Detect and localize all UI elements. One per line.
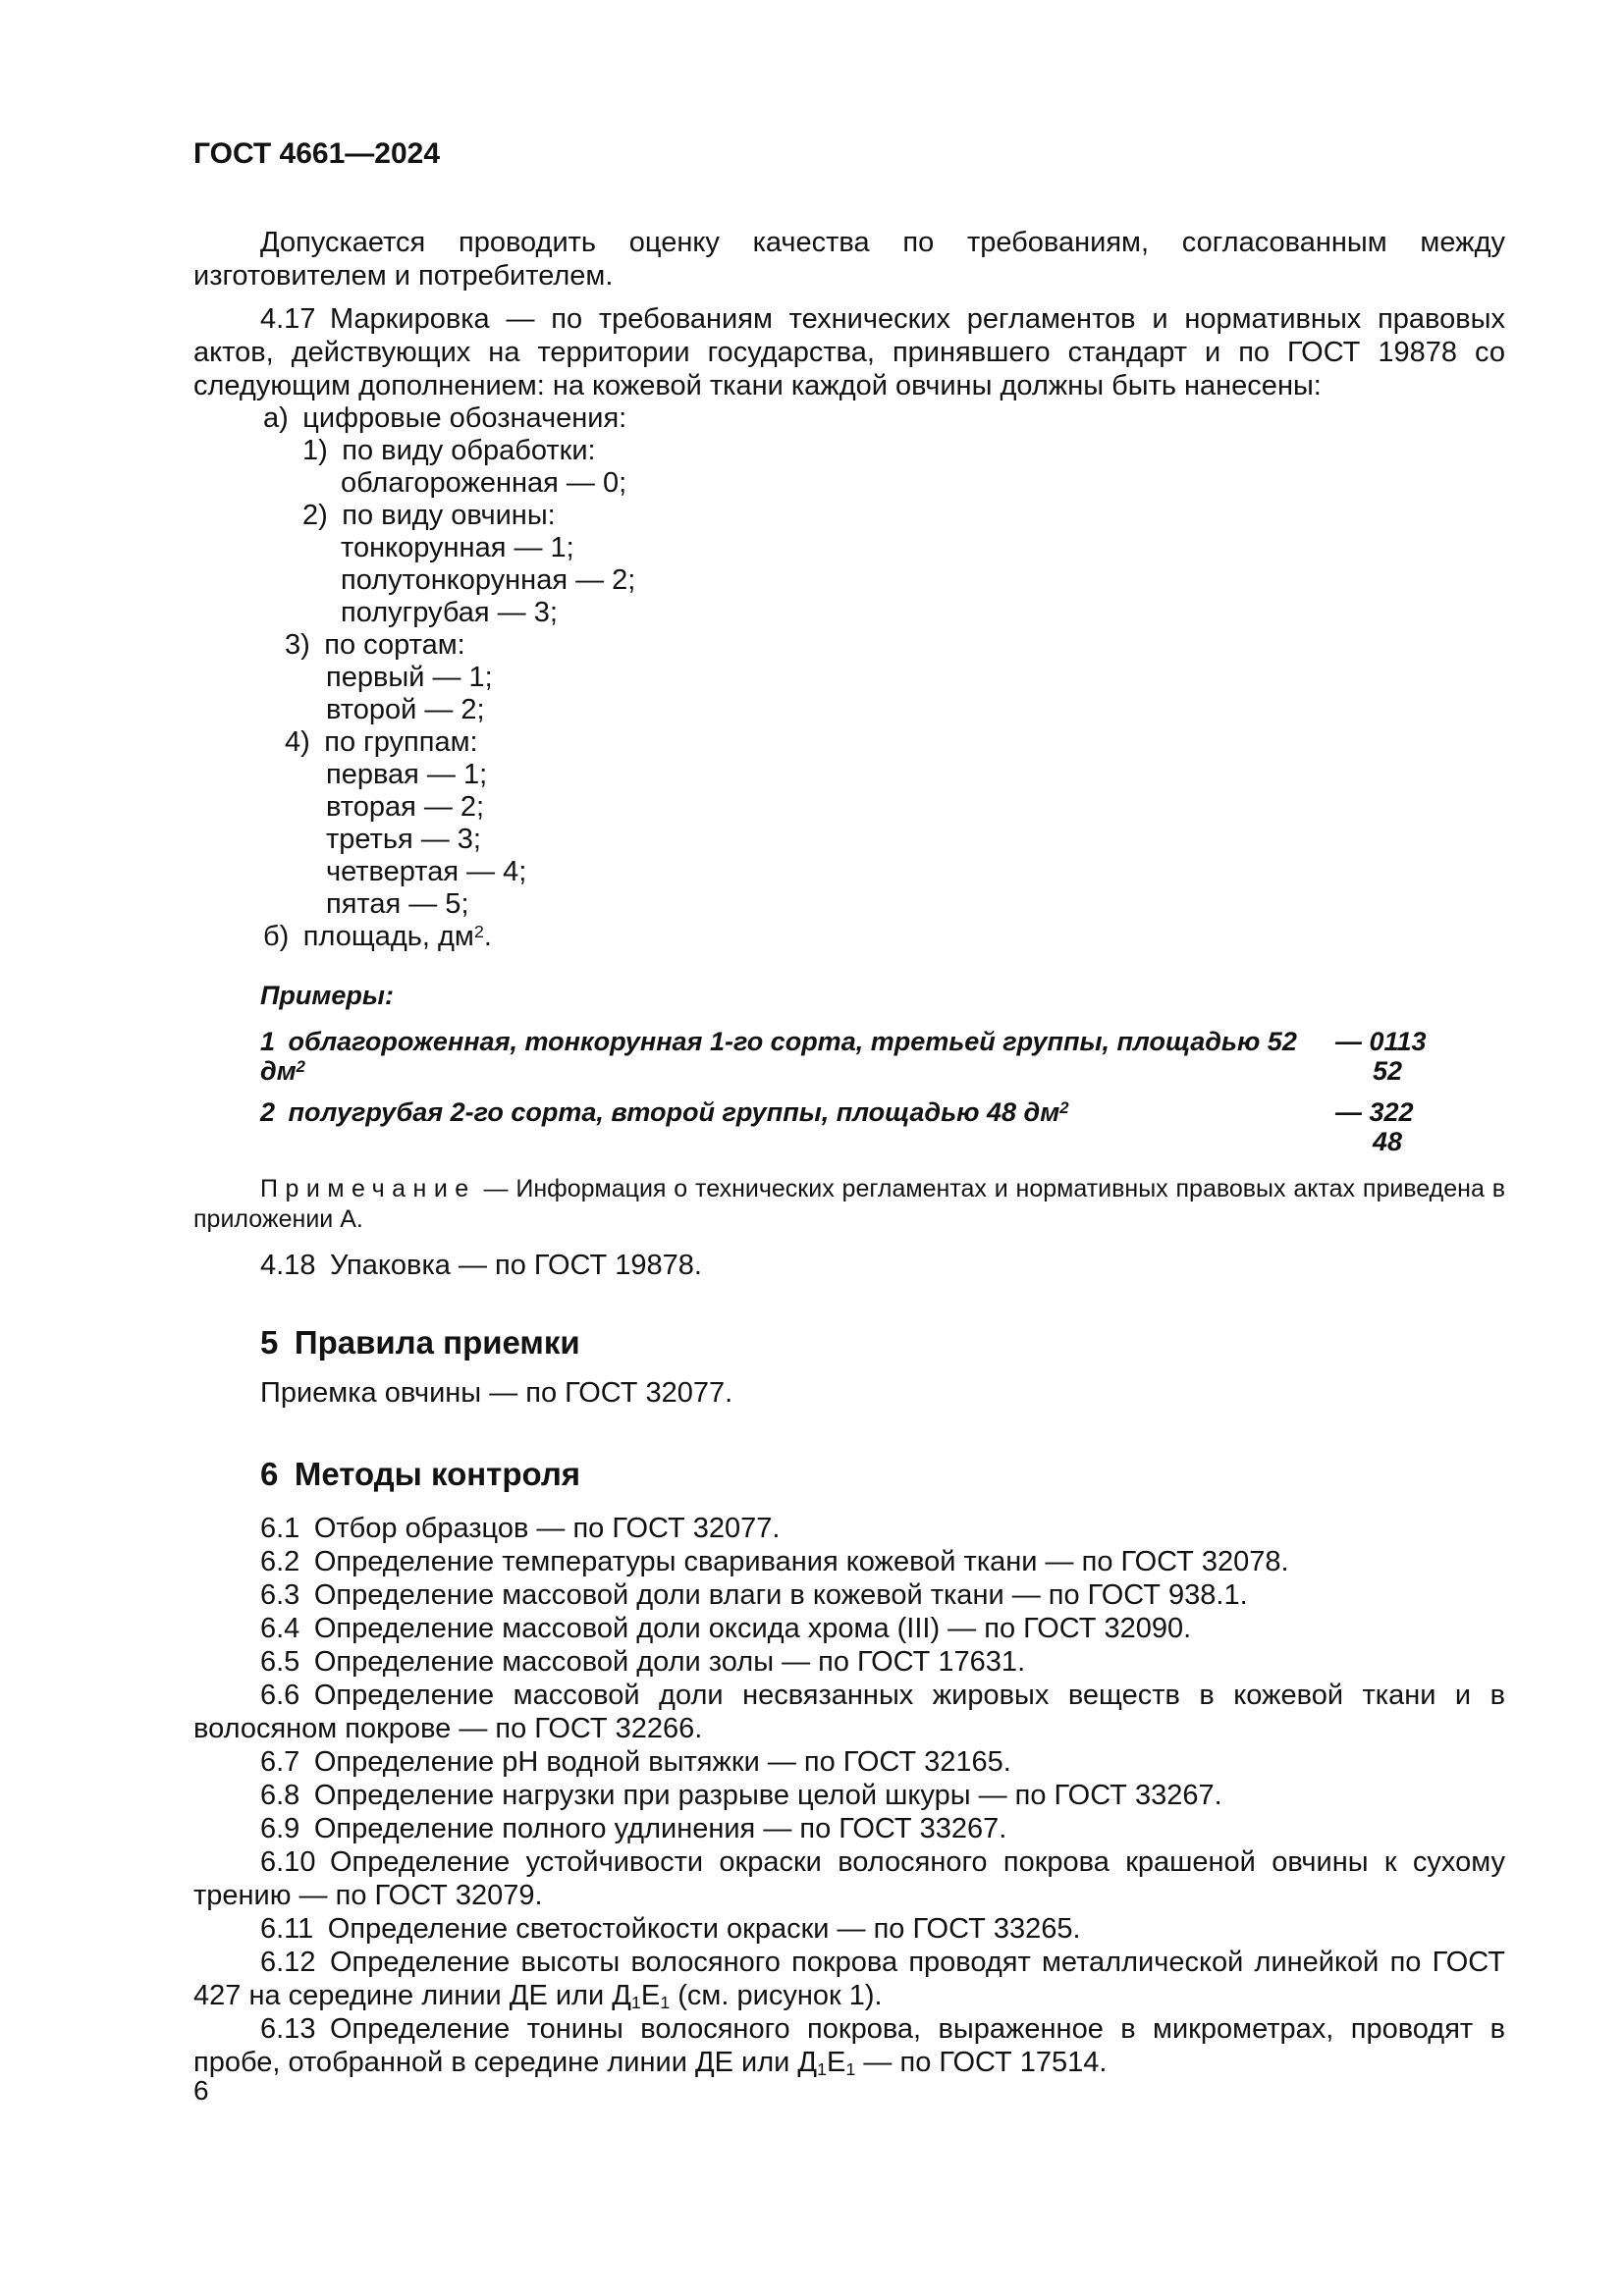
method-6-13-text: — по ГОСТ 17514. xyxy=(855,2047,1108,2078)
section-6-title: 6 Методы контроля xyxy=(260,1456,581,1492)
example-1-code-line1: — 0113 xyxy=(1335,1027,1427,1056)
methods-list xyxy=(193,1512,1505,2079)
method-6-13 xyxy=(193,2012,1505,2079)
section-5-title: 5 Правила приемки xyxy=(260,1324,580,1361)
list-subitem: облагороженная — 0; xyxy=(341,467,627,499)
example-2 xyxy=(193,1097,1505,1156)
method-6-2: 6.2 Определение температуры сваривания кожевой ткани — по ГОСТ 32078. xyxy=(260,1546,1289,1577)
list-subitem: первый — 1; xyxy=(326,662,493,693)
superscript-2: 2 xyxy=(473,921,484,941)
examples-label: Примеры: xyxy=(260,981,394,1010)
list-item-b-text: б) площадь, дм xyxy=(263,921,474,952)
intro-paragraph: Допускается проводить оценку качества по требованиям, согласованным между изготовителем и потребителем. xyxy=(193,227,1505,292)
page-number: 6 xyxy=(193,2075,209,2106)
subscript-1: 1 xyxy=(845,2059,856,2080)
example-2-text-main: 2 полугрубая 2-го сорта, второй группы, площадью 48 дм xyxy=(260,1097,1060,1127)
list-subitem: тонкорунная — 1; xyxy=(341,532,574,563)
list-subitem: полугрубая — 3; xyxy=(341,597,558,628)
method-6-12-text: 6.12 Определение высоты волосяного покрова проводят металлической линейкой по ГОСТ 427 на середине линии ДЕ или Д xyxy=(193,1947,1505,2011)
method-6-4: 6.4 Определение массовой доли оксида хрома (III) — по ГОСТ 32090. xyxy=(260,1613,1192,1644)
method-6-13-text: 6.13 Определение тонины волосяного покрова, выраженное в микрометрах, проводят в пробе, отобранной в середине линии ДЕ или Д xyxy=(193,2013,1505,2078)
list-subitem: полутонкорунная — 2; xyxy=(341,564,636,596)
example-1-code-line2: 52 xyxy=(1373,1056,1403,1086)
method-6-12 xyxy=(193,1946,1505,2012)
method-6-13-text: Е xyxy=(827,2047,846,2078)
list-item-2: 2) по виду овчины: xyxy=(302,500,556,531)
example-2-code-line2: 48 xyxy=(1373,1127,1403,1156)
clause-4-17-paragraph: 4.17 Маркировка — по требованиям технических регламентов и нормативных правовых актов, действующих на территории государства, принявшего стандарт и по ГОСТ 19878 со следующим дополнением: на кожевой ткани каждой овчины должны быть нанесены: xyxy=(193,303,1505,401)
method-6-6: 6.6 Определение массовой доли несвязанных жировых веществ в кожевой ткани и в волосяном покрове — по ГОСТ 32266. xyxy=(193,1680,1505,1744)
list-subitem: пятая — 5; xyxy=(326,888,469,920)
list-item-1: 1) по виду обработки: xyxy=(302,435,596,466)
superscript-2: 2 xyxy=(1059,1098,1069,1118)
clause-4-18-paragraph: 4.18 Упаковка — по ГОСТ 19878. xyxy=(260,1250,702,1281)
standard-designation: ГОСТ 4661—2024 xyxy=(193,137,441,170)
example-1-text xyxy=(193,1027,1335,1086)
method-6-12-text: (см. рисунок 1). xyxy=(670,1980,883,2011)
method-6-1: 6.1 Отбор образцов — по ГОСТ 32077. xyxy=(260,1513,781,1544)
method-6-3: 6.3 Определение массовой доли влаги в кожевой ткани — по ГОСТ 938.1. xyxy=(260,1579,1248,1611)
note-label: Примечание xyxy=(260,1175,476,1202)
example-2-code-line1: — 322 xyxy=(1335,1097,1414,1127)
list-subitem: третья — 3; xyxy=(326,824,481,855)
method-6-7: 6.7 Определение рН водной вытяжки — по ГОСТ 32165. xyxy=(260,1746,1011,1778)
example-1-code xyxy=(1335,1027,1505,1086)
note-paragraph xyxy=(193,1174,1505,1235)
subscript-1: 1 xyxy=(817,2059,828,2080)
list-item-4: 4) по группам: xyxy=(285,726,478,758)
method-6-10: 6.10 Определение устойчивости окраски волосяного покрова крашеной овчины к сухому трению — по ГОСТ 32079. xyxy=(193,1846,1505,1911)
list-item-a: а) цифровые обозначения: xyxy=(263,402,627,434)
list-item-b-tail: . xyxy=(483,921,492,952)
section-5-body: Приемка овчины — по ГОСТ 32077. xyxy=(260,1377,733,1409)
list-item-3: 3) по сортам: xyxy=(285,629,465,661)
example-2-text xyxy=(193,1097,1335,1127)
list-subitem: четвертая — 4; xyxy=(326,856,527,887)
method-6-9: 6.9 Определение полного удлинения — по ГОСТ 33267. xyxy=(260,1813,1007,1844)
subscript-1: 1 xyxy=(660,1993,671,2013)
method-6-8: 6.8 Определение нагрузки при разрыве целой шкуры — по ГОСТ 33267. xyxy=(260,1780,1222,1811)
example-2-code xyxy=(1335,1097,1505,1156)
example-1-text-main: 1 облагороженная, тонкорунная 1-го сорта, третьей группы, площадью 52 дм xyxy=(260,1027,1297,1086)
method-6-5: 6.5 Определение массовой доли золы — по ГОСТ 17631. xyxy=(260,1646,1026,1678)
list-subitem: первая — 1; xyxy=(326,759,488,790)
example-1 xyxy=(193,1027,1505,1086)
superscript-2: 2 xyxy=(296,1057,305,1077)
note-text: — Информация о технических регламентах и нормативных правовых актах приведена в приложении А. xyxy=(193,1175,1505,1233)
method-6-11: 6.11 Определение светостойкости окраски — по ГОСТ 33265. xyxy=(260,1913,1081,1945)
method-6-12-text: Е xyxy=(640,1980,661,2011)
marking-list xyxy=(193,402,1505,953)
list-subitem: второй — 2; xyxy=(326,694,485,725)
list-subitem: вторая — 2; xyxy=(326,791,485,823)
list-item-b xyxy=(193,921,1505,953)
subscript-1: 1 xyxy=(630,1993,641,2013)
